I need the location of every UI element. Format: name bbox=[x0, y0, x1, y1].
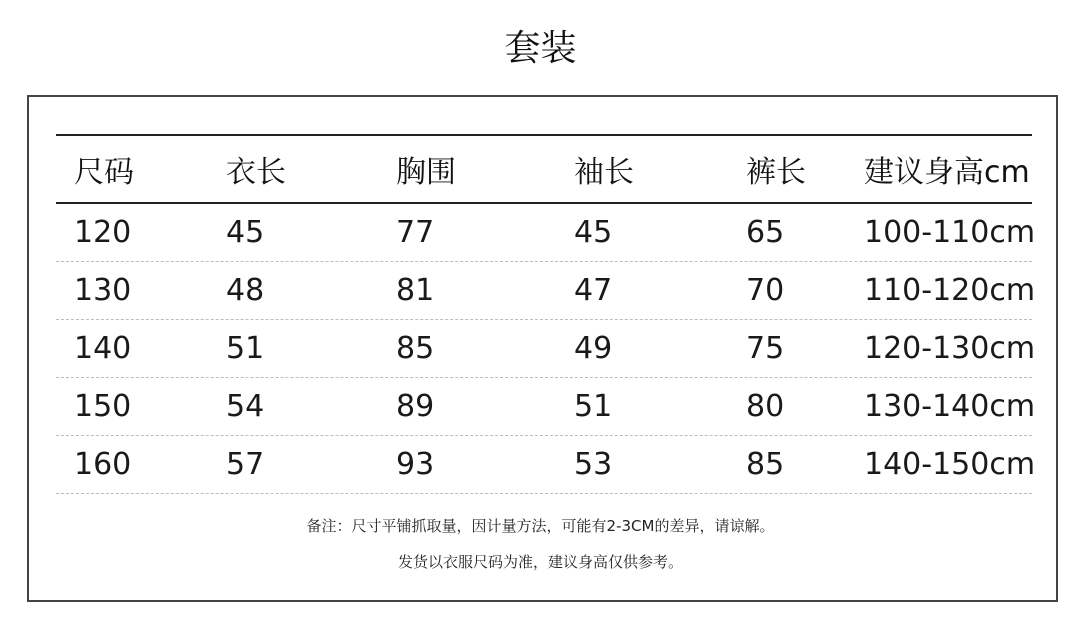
cell-size: 150 bbox=[74, 389, 132, 424]
measurement-note: 备注：尺寸平铺抓取量，因计量方法，可能有2-3CM的差异，请谅解。 bbox=[306, 517, 775, 535]
table-row bbox=[56, 436, 1036, 494]
table-row bbox=[56, 378, 1036, 436]
header-size: 尺码 bbox=[74, 155, 134, 190]
header-chest: 胸围 bbox=[396, 155, 456, 190]
table-header-row bbox=[56, 136, 1032, 204]
cell-top-length: 51 bbox=[226, 331, 265, 366]
table-row bbox=[56, 320, 1036, 378]
cell-sleeve-length: 47 bbox=[574, 273, 613, 308]
cell-pants-length: 85 bbox=[746, 447, 785, 482]
cell-size: 130 bbox=[74, 273, 132, 308]
cell-recommended-height: 120-130cm bbox=[864, 331, 1036, 366]
cell-size: 160 bbox=[74, 447, 132, 482]
cell-size: 140 bbox=[74, 331, 132, 366]
cell-pants-length: 65 bbox=[746, 215, 785, 250]
cell-pants-length: 70 bbox=[746, 273, 785, 308]
shipping-note: 发货以衣服尺码为准，建议身高仅供参考。 bbox=[397, 553, 683, 571]
cell-chest: 89 bbox=[396, 389, 435, 424]
cell-recommended-height: 140-150cm bbox=[864, 447, 1036, 482]
cell-top-length: 48 bbox=[226, 273, 265, 308]
cell-size: 120 bbox=[74, 215, 132, 250]
table-row bbox=[56, 262, 1036, 320]
cell-chest: 93 bbox=[396, 447, 435, 482]
cell-pants-length: 80 bbox=[746, 389, 785, 424]
cell-sleeve-length: 49 bbox=[574, 331, 613, 366]
table-row bbox=[56, 204, 1036, 262]
cell-recommended-height: 130-140cm bbox=[864, 389, 1036, 424]
page-title: 套装 bbox=[504, 28, 577, 69]
header-top-length: 衣长 bbox=[226, 155, 286, 190]
cell-recommended-height: 110-120cm bbox=[864, 273, 1036, 308]
cell-top-length: 57 bbox=[226, 447, 265, 482]
cell-chest: 77 bbox=[396, 215, 435, 250]
header-pants-length: 裤长 bbox=[746, 155, 806, 190]
cell-top-length: 54 bbox=[226, 389, 265, 424]
cell-sleeve-length: 45 bbox=[574, 215, 613, 250]
cell-sleeve-length: 53 bbox=[574, 447, 613, 482]
size-table bbox=[56, 134, 1036, 494]
cell-sleeve-length: 51 bbox=[574, 389, 613, 424]
cell-pants-length: 75 bbox=[746, 331, 785, 366]
cell-recommended-height: 100-110cm bbox=[864, 215, 1036, 250]
cell-top-length: 45 bbox=[226, 215, 265, 250]
cell-chest: 85 bbox=[396, 331, 435, 366]
header-sleeve-length: 袖长 bbox=[574, 155, 634, 190]
cell-chest: 81 bbox=[396, 273, 435, 308]
header-recommended-height: 建议身高cm bbox=[864, 155, 1030, 190]
